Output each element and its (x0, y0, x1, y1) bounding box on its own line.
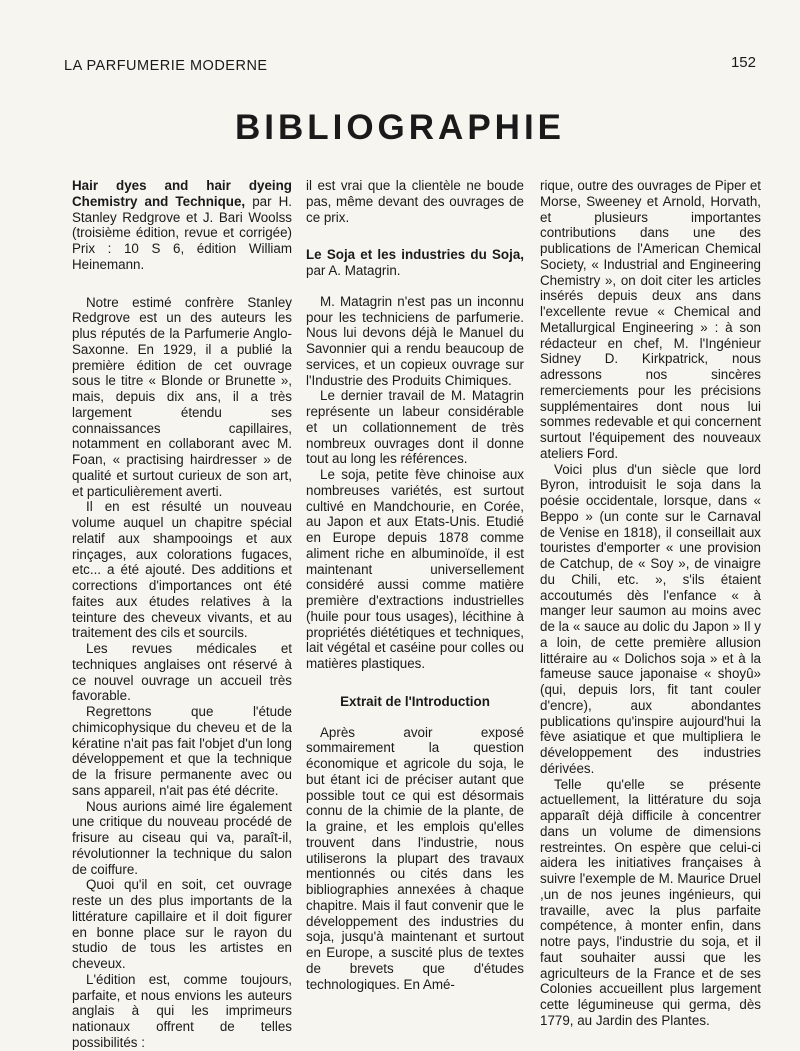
paragraph: Voici plus d'un siècle que lord Byron, introduisit le soja dans la poésie occidentale, lorsque, dans « Beppo » (un conte sur le Carnaval de Venise en 1818), il conseillait aux touristes d'emporter « une provision de Catchup, de « Soy », de vinaigre du Chili, etc. », s'ils étaient accoutumés dès l'enfance « à manger leur saumon au moins avec de la « sauce au dolic du Japon » Il y a loin, de cette première allusion littéraire au « Dolichos soja » et à la fameuse sauce japonaise « shoyû» (qui, depuis lors, fit tant couler d'encre), aux abondantes publications qu'inspire aujourd'hui la fève asiatique et que multipliera le développement des industries dérivées. (540, 461, 761, 776)
book-details-1: par H. Stanley Redgrove et J. Bari Woolss (troisième édition, revue et corrigée) Prix : 10 S 6, édition William Heinemann. (72, 193, 293, 272)
paragraph: Le dernier travail de M. Matagrin représente un labeur considérable et un collationnement de très nombreux ouvrages dont il donne tout au long les références. (306, 388, 524, 467)
paragraph: Notre estimé confrère Stanley Redgrove est un des auteurs les plus réputés de la Parfumerie Anglo-Saxonne. En 1929, il a publié la première édition de cet ouvrage sous le titre « Blonde or Brunette », mais, depuis dix ans, il a très largement étendu ses connaissances capillaires, notamment en collaborant avec M. Foan, « practising hairdresser » de qualité et surtout curieux de son art, et particulièrement averti. (72, 294, 292, 499)
paragraph: Regrettons que l'étude chimicophysique du cheveu et de la kératine n'ait pas fait l'objet d'un long développement et que la technique de la frisure permanente avec ou sans appareil, n'ait pas été décrite. (72, 704, 292, 798)
paragraph-continuation: rique, outre des ouvrages de Piper et Morse, Sweeney et Arnold, Horvath, et plusieurs importantes contributions dans une des publications de l'American Chemical Society, « Industrial and Engineering Chemistry », on doit citer les articles insérés depuis deux ans dans l'excellente revue « Chemical and Metallurgical Engineering » : à son rédacteur en chef, M. l'Ingénieur Sidney D. Kirkpatrick, nous adressons nos sincères remerciements pour les précisions supplémentaires dont nous lui sommes redevable et qui concernent surtout l'équipement des nouveaux ateliers Ford. (540, 178, 761, 461)
book-entry-1 (72, 178, 292, 273)
paragraph-continuation: il est vrai que la clientèle ne boude pas, même devant des ouvrages de ce prix. (306, 178, 524, 225)
paragraph: Il en est résulté un nouveau volume auquel un chapitre spécial relatif aux shampooings et aux rinçages, aux colorations fugaces, etc... a été ajouté. Des additions et corrections d'importances ont été faites aux études relatives à la teinture des cheveux vivants, et au traitement des cils et sourcils. (72, 499, 292, 641)
paragraph: L'édition est, comme toujours, parfaite, et nous envions les auteurs anglais à qui les imprimeurs nationaux offrent de telles possibilités : (72, 971, 292, 1050)
book-details-2: par A. Matagrin. (306, 263, 401, 278)
paragraph: Telle qu'elle se présente actuellement, la littérature du soja apparaît déjà difficile à concentrer dans un volume de dimensions restreintes. On espère que celui-ci aidera les initiatives françaises à suivre l'exemple de M. Maurice Druel ,un de nos jeunes ingénieurs, qui travaille, avec la plus parfaite compétence, à monter enfin, dans notre pays, l'industrie du soja, et il faut souhaiter aussi que les agriculteurs de la France et de ses Colonies accueillent plus largement cette légumineuse qui germa, dès 1779, au Jardin des Plantes. (540, 776, 761, 1028)
paragraph: M. Matagrin n'est pas un inconnu pour les techniciens de parfumerie. Nous lui devons déjà le Manuel du Savonnier qui a rendu beaucoup de services, et un copieux ouvrage sur l'Industrie des Produits Chimiques. (306, 293, 524, 388)
column-1 (72, 178, 292, 1051)
paragraph: Quoi qu'il en soit, cet ouvrage reste un des plus importants de la littérature capillaire et il doit figurer en bonne place sur le rayon du studio de tous les artistes en cheveux. (72, 877, 292, 971)
paragraph: Après avoir exposé sommairement la question économique et agricole du soja, le but étant ici de préciser autant que possible tout ce qui est désormais connu de la chimie de la plante, de la graine, et les emplois qu'elles trouvent dans l'industrie, nous utiliserons la plupart des travaux mentionnés ou cités dans les bibliographies annexées à chaque chapitre. Mais il faut convenir que le développement des industries du soja, jusqu'à maintenant et surtout en Europe, a suscité plus de textes de brevets que d'études technologiques. En Amé- (306, 724, 524, 992)
page-number: 152 (730, 54, 756, 71)
column-3 (540, 178, 761, 1029)
book-title-1: Hair dyes and hair dyeing Chemistry and Technique, (72, 178, 292, 209)
paragraph: Le soja, petite fève chinoise aux nombreuses variétés, est surtout cultivé en Mandchourie, en Corée, au Japon et aux Etats-Unis. Etudié en Europe depuis 1878 comme aliment riche en albuminoïde, il est maintenant universellement considéré aussi comme matière première d'extractions industrielles (huile pour tous usages), lécithine à propriétés diététiques et techniques, lait végétal et caséine pour colles ou matières plastiques. (306, 467, 524, 671)
running-head: LA PARFUMERIE MODERNE (64, 58, 268, 74)
section-heading: Extrait de l'Introduction (340, 693, 490, 709)
page-title: BIBLIOGRAPHIE (234, 108, 566, 147)
column-2 (306, 178, 524, 992)
paragraph: Les revues médicales et techniques anglaises ont réservé à ce nouvel ouvrage un accueil très favorable. (72, 641, 292, 704)
book-title-2: Le Soja et les industries du Soja, (306, 247, 524, 263)
book-entry-2 (306, 247, 524, 279)
paragraph: Nous aurions aimé lire également une critique du nouveau procédé de frisure au ciseau qui va, paraît-il, révolutionner la technique du salon de coiffure. (72, 798, 292, 877)
